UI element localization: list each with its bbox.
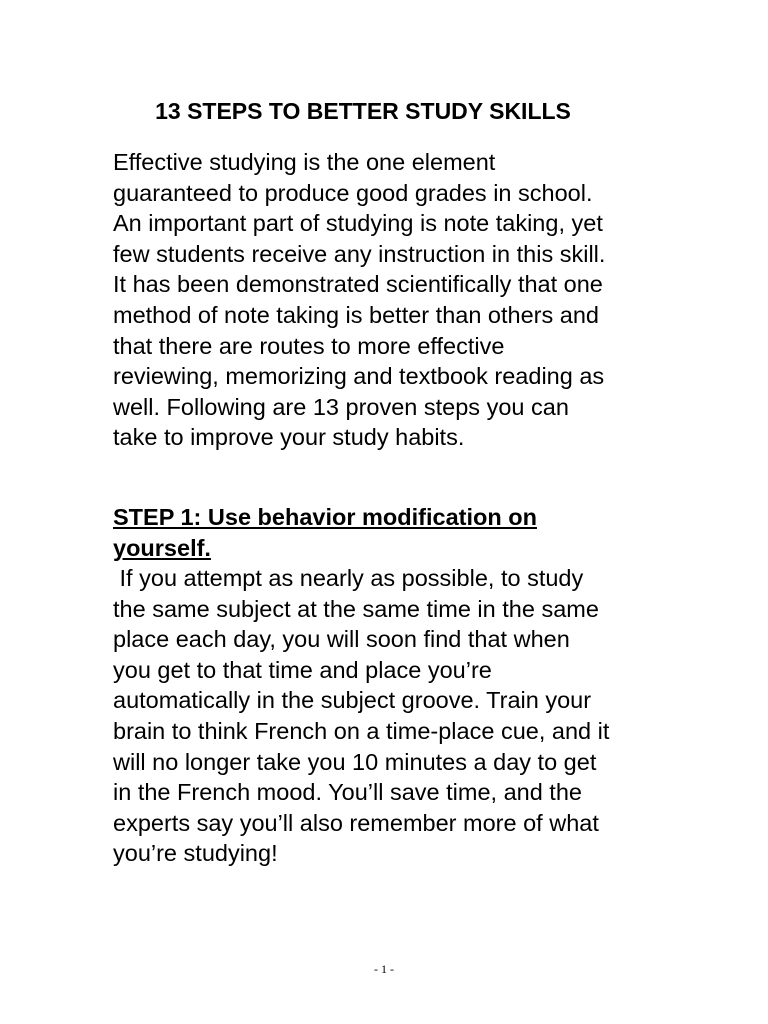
- step-1-body: If you attempt as nearly as possible, to study the same subject at the same time in the same place each day, you will soon find that when you get to that time and place you’re automatically in the subject groove. Train your brain to think French on a time-place cue, and it will no longer take you 10 minutes a day to get in the French mood. You’ll save time, and the experts say you’ll also remember more of what you’re studying!: [113, 565, 616, 867]
- page-title: 13 STEPS TO BETTER STUDY SKILLS: [155, 98, 571, 124]
- page-number: - 1 -: [374, 962, 394, 976]
- intro-paragraph: Effective studying is the one element guaranteed to produce good grades in school. An important part of studying is note taking, yet few students receive any instruction in this skill. It has been demonstrated scientifically that one method of note taking is better than others and that there are routes to more effective reviewing, memorizing and textbook reading as well. Following are 13 proven steps you can take to improve your study habits.: [113, 149, 606, 451]
- step-1-heading: STEP 1: Use behavior modification on yourself.: [113, 504, 537, 561]
